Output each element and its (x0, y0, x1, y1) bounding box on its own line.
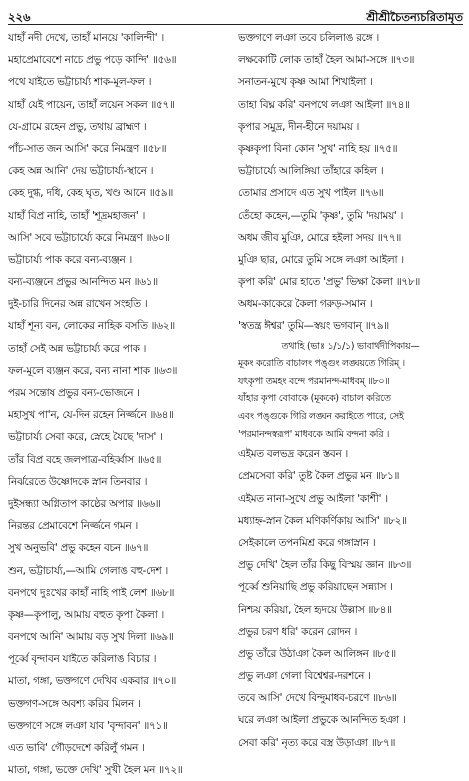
verse-line: সনাতন-মুখে কৃষ্ণ আমা শিখাইলা । (238, 76, 373, 89)
verse-line: প্রভুর চরণ ধরি' করেন রোদন । (238, 625, 358, 638)
verse-line: যাহাঁ শূন্য বন, লোকের নাহিক বসতি ॥৬২॥ (8, 320, 175, 333)
verse-line: প্রভু দেখি' হৈল তাঁর কিছু বিস্ময় জ্ঞান ॥৮৩॥ (238, 559, 412, 572)
verse-line: দুই-চারি দিনের অন্ন রাখেন সংহতি । (8, 298, 148, 311)
verse-line: কৃষ্ণ—কৃপালু, আমায় বহুত কৃপা কৈলা । (8, 608, 165, 621)
verse-line: পূর্ব্বে বৃন্দাবন যাইতে করিলাঙ বিচার । (8, 653, 157, 666)
verse-line: তবে আসি' দেখে বিন্দুমাধব-চরণে ॥৮৬॥ (238, 692, 397, 705)
verse-line: অধম জীব মুঞি, মোরে হইলা সদয় ॥৭৭॥ (238, 231, 401, 244)
page-header (8, 4, 463, 25)
verse-line: তাহা বিঘ্ন করি' বনপথে লঞা আইলা ॥৭৪॥ (238, 98, 410, 111)
verse-line: বন্য-ব্যঞ্জনে প্রভুর আনন্দিত মন ॥৬১॥ (8, 276, 158, 289)
verse-line: পথে যাইতে ভট্টাচার্য্য শাক-মূল-ফল । (8, 76, 152, 89)
verse-line: মহাসুখ পা'ন, যে-দিন রহেন নির্জ্জনে ॥৬৪॥ (8, 409, 174, 422)
verse-line: কৃপা করি' মোর হাতে 'প্রভু' ভিক্ষা কৈলা ॥৭৮॥ (238, 276, 420, 289)
verse-line: অধম-কাকেরে কৈলা গরুড়-সমান । (238, 298, 373, 311)
verse-line: নির্ঝরেতে উষ্ণোদকে স্নান তিনবার । (8, 475, 148, 488)
verse-line: ভক্তগণে সঙ্গে লঞা যাব 'বৃন্দাবন' ॥৭১॥ (8, 719, 168, 732)
verse-line: তাঁর বিপ্র বহে জলপাত্র-বহির্ব্বাস ॥৬৫॥ (8, 453, 162, 466)
verse-line: তেঁহো কহেন,—তুমি 'কৃষ্ণ', তুমি 'দয়াময়' । (238, 209, 404, 222)
verse-line: পাঁচ-সাত জন আসি' করে নিমন্ত্রণ ॥৫৮॥ (8, 142, 167, 155)
verse-line: যে-গ্রামে রহেন প্রভু, তথায় ব্রাহ্মণ । (8, 120, 147, 133)
verse-line: পরম সন্তোষ প্রভুর বন্য-ভোজনে । (8, 387, 140, 399)
verse-line: পূর্ব্বে শুনিয়াছি প্রভু করিয়াছেন সন্ন্যাস । (238, 581, 393, 594)
verse-line: তাহাঁ সেই অন্ন ভট্টাচার্য্য করে পাক । (8, 342, 147, 355)
verse-line: কেহ অন্ন আনি' দেয় ভট্টাচার্য্য-স্থানে । (8, 165, 154, 178)
verse-line: ভট্টাচার্য্য সেবা করে, স্নেহে যৈছে 'দাস' । (8, 431, 163, 444)
verse-line: যাহাঁ বিপ্র নাহি, তাহাঁ 'শূদ্রমহাজন' । (8, 209, 146, 222)
verse-line: মাতা, গঙ্গা, ভক্তগণে দেখিব একবার ॥৭০॥ (8, 675, 176, 688)
verse-line: তোমার প্রসাদে এত সুখ পাইল ॥৭৬॥ (238, 187, 384, 200)
verse-line: ভট্টাচার্য্য পাক করে বন্য-ব্যঞ্জন । (8, 253, 133, 266)
verse-line: নিশ্চয় করিয়া, হৈল হৃদয়ে উল্লাস ॥৮৪॥ (238, 603, 392, 616)
verse-line: 'স্বতন্ত্র ঈশ্বর' তুমি—স্বয়ং ভগবান্ ॥৭৯॥ (238, 320, 389, 333)
verse-line: মূকং করোতি বাচালং পঙ্গুং লঙ্ঘয়তে গিরিম্ । (238, 358, 405, 370)
page-number: ২২৬ (8, 10, 31, 24)
verse-line: ঘরে লঞা আইলা প্রভুকে আনন্দিত হঞা । (238, 714, 406, 727)
verse-line: মধ্যাহ্ন-স্নান কৈল মণিকর্ণিকায় আসি' ॥৮২॥ (238, 514, 407, 527)
verse-line: প্রভু লঞা গেলা বিশ্বেশ্বর-দরশনে । (238, 670, 371, 683)
verse-line: প্রেমসেবা করি' তুষ্ট কৈল প্রভুর মন ॥৮১॥ (238, 470, 400, 483)
verse-line: নিরন্তর প্রেমাবেশে নির্জ্জনে গমন । (8, 520, 138, 533)
verse-line: প্রভু তাঁরে উঠাঞা কৈল আলিঙ্গন ॥৮৫॥ (238, 647, 396, 660)
verse-line: যাহাঁ যেই পায়েন, তাহাঁ লয়েন সকল ॥৫৭॥ (8, 98, 175, 111)
verse-line: যৎকৃপা তমহং বন্দে পরমানন্দ-মাধবম্ ॥৮০॥ (238, 375, 390, 387)
verse-line: এইমত বলভদ্র করেন স্তবন । (238, 448, 348, 461)
verse-line: এত ভাবি' গৌড়দেশে করিলুঁ গমন । (8, 742, 145, 754)
verse-line: ভক্তগণে লঞা তবে চলিলাঙ রঙ্গে । (238, 32, 379, 44)
verse-line: সেইকালে তপনমিশ্র করে গঙ্গাস্নান । (238, 536, 376, 549)
verse-line: দুইসন্ধ্যা অগ্নিতাপ কাষ্ঠের অপার ॥৬৬॥ (8, 497, 161, 510)
verse-line: আসি' সবে ভট্টাচার্য্যে করে নিমন্ত্রণ ॥৬০॥ (8, 231, 170, 244)
verse-line: এইমত নানা-সুখে প্রভু আইলা 'কাশী' । (238, 492, 388, 505)
verse-line: লক্ষকোটি লোক তাহাঁ হৈল আমা-সঙ্গে ॥৭৩॥ (238, 54, 415, 67)
verse-line: মুঞি ছার, মোরে তুমি সঙ্গে লঞা আইলা । (238, 253, 404, 266)
verse-line: মহাপ্রেমাবেশে নাচে প্রভু পড়ে কান্দি' ॥৫৬॥ (8, 54, 177, 67)
verse-line: সুখ অনুভবি' প্রভু কহেন বচন ॥৬৭॥ (8, 542, 149, 555)
verse-line: বনপথে দুঃখের কাহাঁ নাহি পাই লেশ ॥৬৮॥ (8, 586, 175, 599)
verse-line: কৃপার সমুদ্র, দীন-হীনে দয়াময় । (238, 120, 360, 133)
verse-line: ভক্তগণ-সঙ্গে অবশ্য করিব মিলন । (8, 697, 141, 710)
verse-line: শুন, ভট্টাচার্য্য,—আমি গেলাঙ বহু-দেশ । (8, 564, 168, 577)
verse-line: যাঁহার কৃপা বোবাকে (মূককে) বাচাল করিতে (238, 393, 391, 405)
text-columns (8, 27, 463, 781)
verse-line: 'পরমানন্দস্বরূপ' মাধবকে আমি বন্দনা করি । (238, 428, 390, 440)
verse-line: মাতা, গঙ্গা, ভক্তে দেখি' সুখী হৈল মন ॥৭২॥ (8, 764, 183, 777)
verse-line: কেহ দুগ্ধ, দধি, কেহ ঘৃত, খণ্ড আনে ॥৫৯॥ (8, 187, 173, 200)
verse-line: সেবা করি' নৃত্য করে বস্ত্র উড়াঞা ॥৮৭॥ (238, 736, 396, 749)
verse-line: ফল-মূলে ব্যঞ্জন করে, বন্য নানা শাক ॥৬৩॥ (8, 364, 178, 377)
verse-line: তথাহি (ভাঃ ১/১/১) ভাবার্থদীপিকায়— (281, 340, 420, 352)
verse-line: এবং পঙ্গুকে গিরি লঙ্ঘন করাইতে পারে, সেই (238, 411, 404, 422)
verse-line: কৃষ্ণকৃপা বিনা কোন 'সুখ' নাহি হয় ॥৭৫॥ (238, 142, 398, 155)
book-title: শ্রীশ্রীচৈতন্যচরিতামৃত (366, 10, 463, 24)
right-column (236, 27, 463, 781)
verse-line: যাহাঁ নদী দেখে, তাহাঁ মানয়ে 'কালিন্দী' । (8, 32, 164, 44)
left-column (8, 27, 233, 781)
verse-line: বনপথে আনি' আমায় বড় সুখ দিলা ॥৬৯॥ (8, 631, 174, 644)
verse-line: ভট্টাচার্য্যে আলিঙ্গিয়া তাঁহারে কহিল । (238, 165, 384, 178)
